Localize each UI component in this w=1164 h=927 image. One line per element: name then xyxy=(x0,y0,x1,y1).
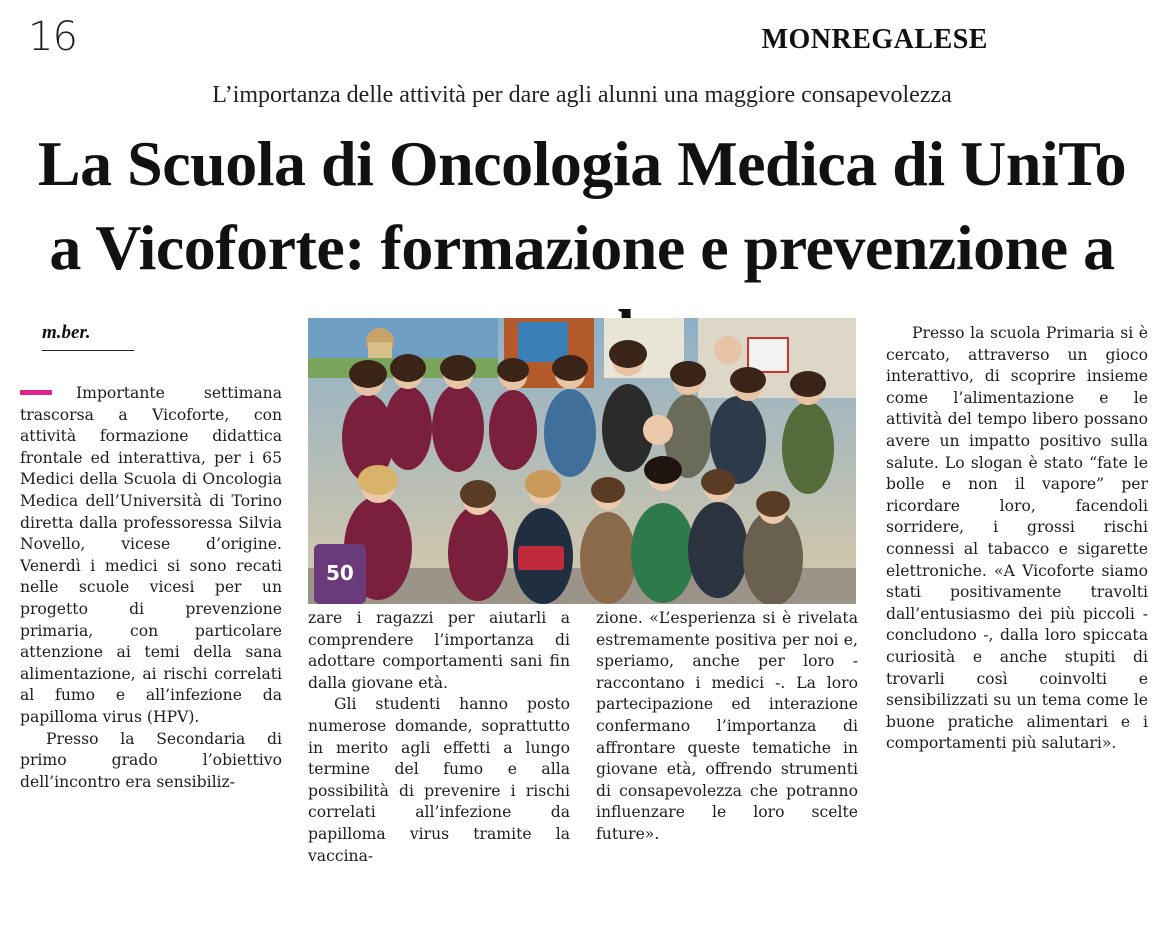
group-photo-illustration xyxy=(308,318,856,604)
lead-marker-icon xyxy=(20,390,52,395)
headline-line-2: a Vicoforte: formazione e prevenzione a xyxy=(49,212,1115,283)
col2-paragraph-2: Gli studenti hanno posto numerose domande, soprattutto in merito agli effetti a lungo termine del fumo e alla possibilità di prevenire i rischi correlati all’infezione da papilloma virus tramite la vaccina- xyxy=(308,695,570,865)
page-number: 16 xyxy=(28,14,77,60)
col1-paragraph-2: Presso la Secondaria di primo grado l’obiettivo dell’incontro era sensibiliz- xyxy=(20,729,282,791)
col1-paragraph-1: Importante settimana trascorsa a Vicoforte, con attività formazione didattica frontale ed interattiva, per i 65 Medici della Scuola di Oncologia Medica dell’Università di Torino diretta dalla professoressa Silvia Novello, vicese d’origine. Venerdì i medici si sono recati nelle scuole vicesi per un progetto di prevenzione primaria, con particolare attenzione ai temi della sana alimentazione, ai rischi correlati al fumo e all’infezione da papilloma virus (HPV). xyxy=(20,384,282,726)
col2-paragraph-1: zare i ragazzi per aiutarli a comprendere l’importanza di adottare comportamenti sani fin dalla giovane età. xyxy=(308,609,570,692)
headline-line-1: La Scuola di Oncologia Medica di UniTo xyxy=(37,128,1127,199)
column-3 xyxy=(596,608,858,846)
column-2 xyxy=(308,608,570,867)
byline: m.ber. xyxy=(42,322,91,343)
bag-label: 50 xyxy=(326,561,354,585)
section-title: MONREGALESE xyxy=(761,24,988,55)
col3-paragraph-1: zione. «L’esperienza si è rivelata estremamente positiva per noi e, speriamo, anche per loro - raccontano i medici -. La loro partecipazione ed interazione confermano l’importanza di affrontare queste tematiche in giovane età, offrendo strumenti di consapevolezza che potranno influenzare le loro scelte future». xyxy=(596,609,858,843)
column-1 xyxy=(20,383,282,793)
article-photo xyxy=(308,318,856,604)
byline-divider xyxy=(42,350,134,351)
col4-paragraph-1: Presso la scuola Primaria si è cercato, attraverso un gioco interattivo, di scoprire insieme come l’alimentazione e le attività del tempo libero possano avere un impatto positivo sulla salute. Lo slogan è stato “fate le bolle e non il vapore” per ricordare loro, facendoli sorridere, i grossi rischi connessi al tabacco e sigarette elettroniche. «A Vicoforte siamo stati positivamente travolti dall’entusiasmo dei più piccoli - concludono -, dalla loro spiccata curiosità e anche stupiti di trovarli così coinvolti e sensibilizzati su un tema come le buone pratiche alimentari e i comportamenti più salutari». xyxy=(886,324,1148,753)
column-4 xyxy=(886,323,1148,755)
article-kicker: L’importanza delle attività per dare agli alunni una maggiore consapevolezza xyxy=(212,82,952,108)
